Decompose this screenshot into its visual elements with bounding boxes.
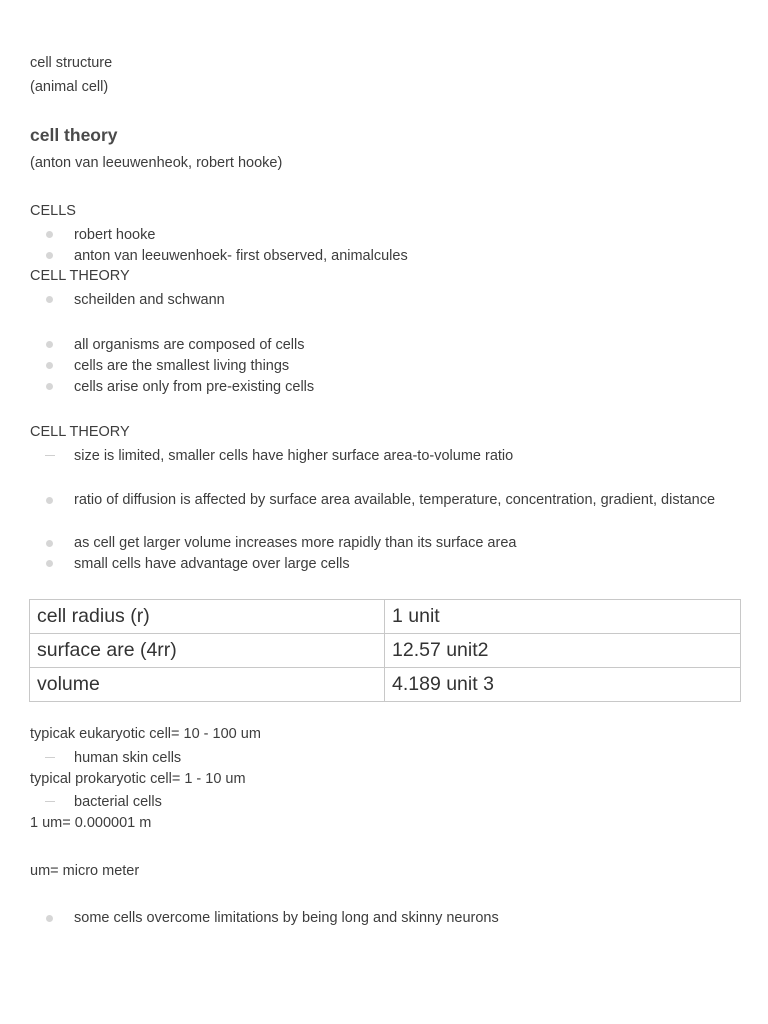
section-heading: cell theory — [30, 125, 118, 145]
list-item: bacterial cells — [74, 794, 162, 810]
list-item: small cells have advantage over large cells — [74, 556, 350, 572]
table-cell: 4.189 unit 3 — [385, 668, 741, 702]
cell-theory-label: CELL THEORY — [30, 268, 130, 284]
bullet-icon — [46, 383, 53, 390]
list-item: as cell get larger volume increases more rapidly than its surface area — [74, 535, 517, 551]
section-subheading: (anton van leeuwenheok, robert hooke) — [30, 155, 283, 171]
table-cell: 12.57 unit2 — [385, 634, 741, 668]
cell-theory-label-2: CELL THEORY — [30, 424, 130, 440]
table-cell: surface are (4rr) — [30, 634, 385, 668]
unit-conversion: 1 um= 0.000001 m — [30, 815, 152, 831]
ratio-table — [29, 599, 741, 702]
prokaryotic-size: typical prokaryotic cell= 1 - 10 um — [30, 771, 246, 787]
list-item: cells are the smallest living things — [74, 358, 290, 374]
list-item: scheilden and schwann — [74, 292, 225, 308]
bullet-icon — [46, 540, 53, 547]
bullet-icon — [46, 252, 53, 259]
list-item: ratio of diffusion is affected by surface area available, temperature, concentration, gradient, distance — [74, 492, 716, 508]
dash-icon — [45, 801, 55, 802]
list-item: size is limited, smaller cells have higher surface area-to-volume ratio — [74, 448, 514, 464]
bullet-icon — [46, 497, 53, 504]
list-item: some cells overcome limitations by being long and skinny neurons — [74, 910, 499, 926]
list-item: all organisms are composed of cells — [74, 337, 305, 353]
list-item: anton van leeuwenhoek- first observed, animalcules — [74, 248, 408, 264]
table-row — [30, 668, 741, 702]
bullet-icon — [46, 231, 53, 238]
eukaryotic-size: typicak eukaryotic cell= 10 - 100 um — [30, 726, 261, 742]
bullet-icon — [46, 560, 53, 567]
table-cell: volume — [30, 668, 385, 702]
title-line-1: cell structure — [30, 55, 113, 71]
list-item: human skin cells — [74, 750, 182, 766]
bullet-icon — [46, 296, 53, 303]
dash-icon — [45, 455, 55, 456]
title-line-2: (animal cell) — [30, 79, 109, 95]
list-item: robert hooke — [74, 227, 156, 243]
bullet-icon — [46, 362, 53, 369]
table-cell: cell radius (r) — [30, 600, 385, 634]
table-row — [30, 600, 741, 634]
table-row — [30, 634, 741, 668]
dash-icon — [45, 757, 55, 758]
unit-definition: um= micro meter — [30, 863, 140, 879]
list-item: cells arise only from pre-existing cells — [74, 379, 315, 395]
bullet-icon — [46, 341, 53, 348]
bullet-icon — [46, 915, 53, 922]
table-cell: 1 unit — [385, 600, 741, 634]
cells-label: CELLS — [30, 203, 76, 219]
